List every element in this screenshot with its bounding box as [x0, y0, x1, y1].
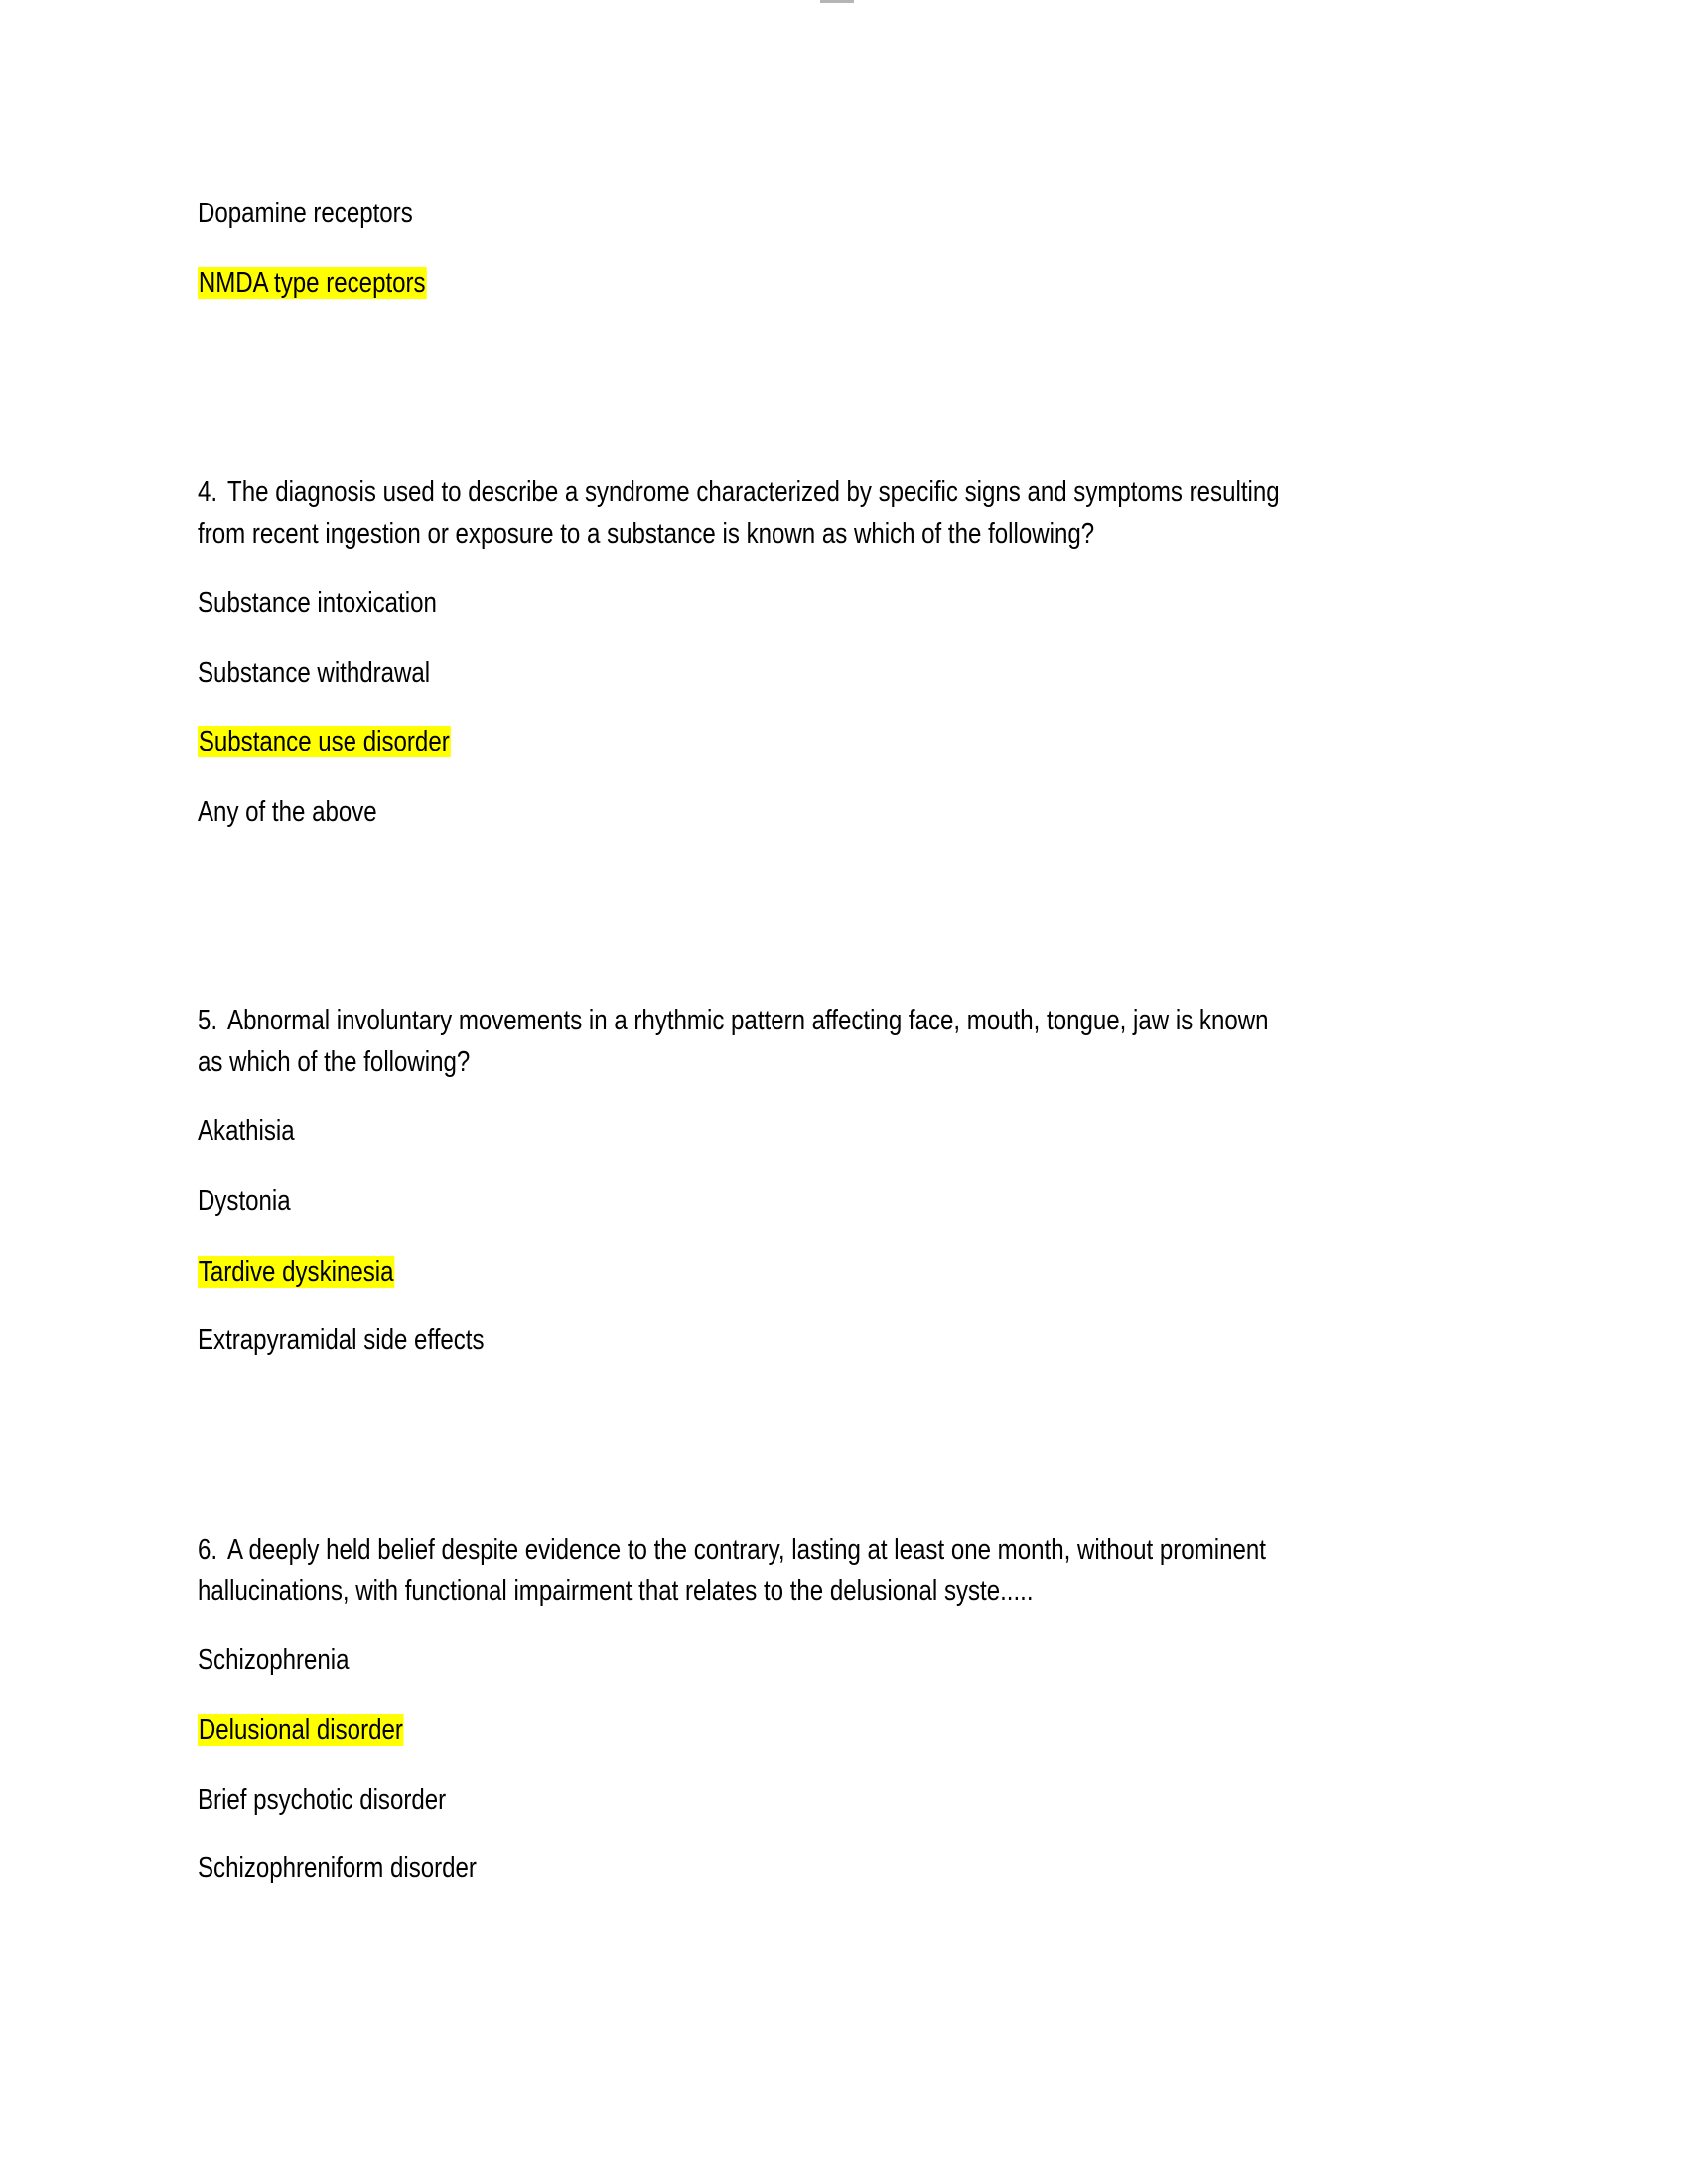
question-5-line-2: [198, 1043, 470, 1081]
question-text: hallucinations, with functional impairment that relates to the delusional syste.....: [198, 1575, 1034, 1607]
question-text: from recent ingestion or exposure to a substance is known as which of the following?: [198, 518, 1095, 550]
question-6-line-2: [198, 1572, 1034, 1610]
question-text: A deeply held belief despite evidence to the contrary, lasting at least one month, without prominent: [227, 1534, 1266, 1566]
option-text: Schizophreniform disorder: [198, 1852, 477, 1884]
question-5-line-1: [198, 1002, 1269, 1039]
answer-option: [198, 1182, 291, 1220]
question-number: 6.: [198, 1534, 218, 1566]
question-4-line-2: [198, 515, 1094, 553]
question-6-line-1: [198, 1531, 1266, 1569]
option-text: Schizophrenia: [198, 1644, 350, 1676]
answer-option-correct: [198, 1253, 394, 1291]
answer-option: [198, 793, 377, 831]
answer-option: [198, 1321, 485, 1359]
page-header-mark: [820, 0, 854, 3]
question-number: 4.: [198, 477, 218, 508]
highlighted-option-text: Delusional disorder: [198, 1714, 403, 1746]
option-text: Dopamine receptors: [198, 198, 413, 229]
answer-option: [198, 1641, 350, 1679]
question-number: 5.: [198, 1005, 218, 1036]
question-text: Abnormal involuntary movements in a rhythmic pattern affecting face, mouth, tongue, jaw is known: [227, 1005, 1269, 1036]
option-text: Substance intoxication: [198, 587, 437, 618]
answer-option: [198, 1112, 295, 1150]
answer-option: [198, 654, 430, 692]
option-text: Akathisia: [198, 1115, 295, 1147]
answer-option: [198, 195, 413, 232]
option-text: Any of the above: [198, 796, 377, 828]
answer-option-correct: [198, 1711, 404, 1749]
highlighted-option-text: Substance use disorder: [198, 726, 450, 757]
option-text: Brief psychotic disorder: [198, 1784, 447, 1816]
answer-option-correct: [198, 264, 426, 302]
option-text: Substance withdrawal: [198, 657, 431, 689]
question-text: The diagnosis used to describe a syndrome characterized by specific signs and symptoms resulting: [227, 477, 1280, 508]
answer-option: [198, 1849, 477, 1887]
answer-option-correct: [198, 723, 451, 760]
answer-option: [198, 584, 437, 621]
option-text: Extrapyramidal side effects: [198, 1324, 485, 1356]
question-4-line-1: [198, 474, 1280, 511]
question-text: as which of the following?: [198, 1046, 471, 1078]
highlighted-option-text: NMDA type receptors: [198, 267, 426, 299]
option-text: Dystonia: [198, 1185, 291, 1217]
highlighted-option-text: Tardive dyskinesia: [198, 1256, 394, 1288]
answer-option: [198, 1781, 446, 1819]
